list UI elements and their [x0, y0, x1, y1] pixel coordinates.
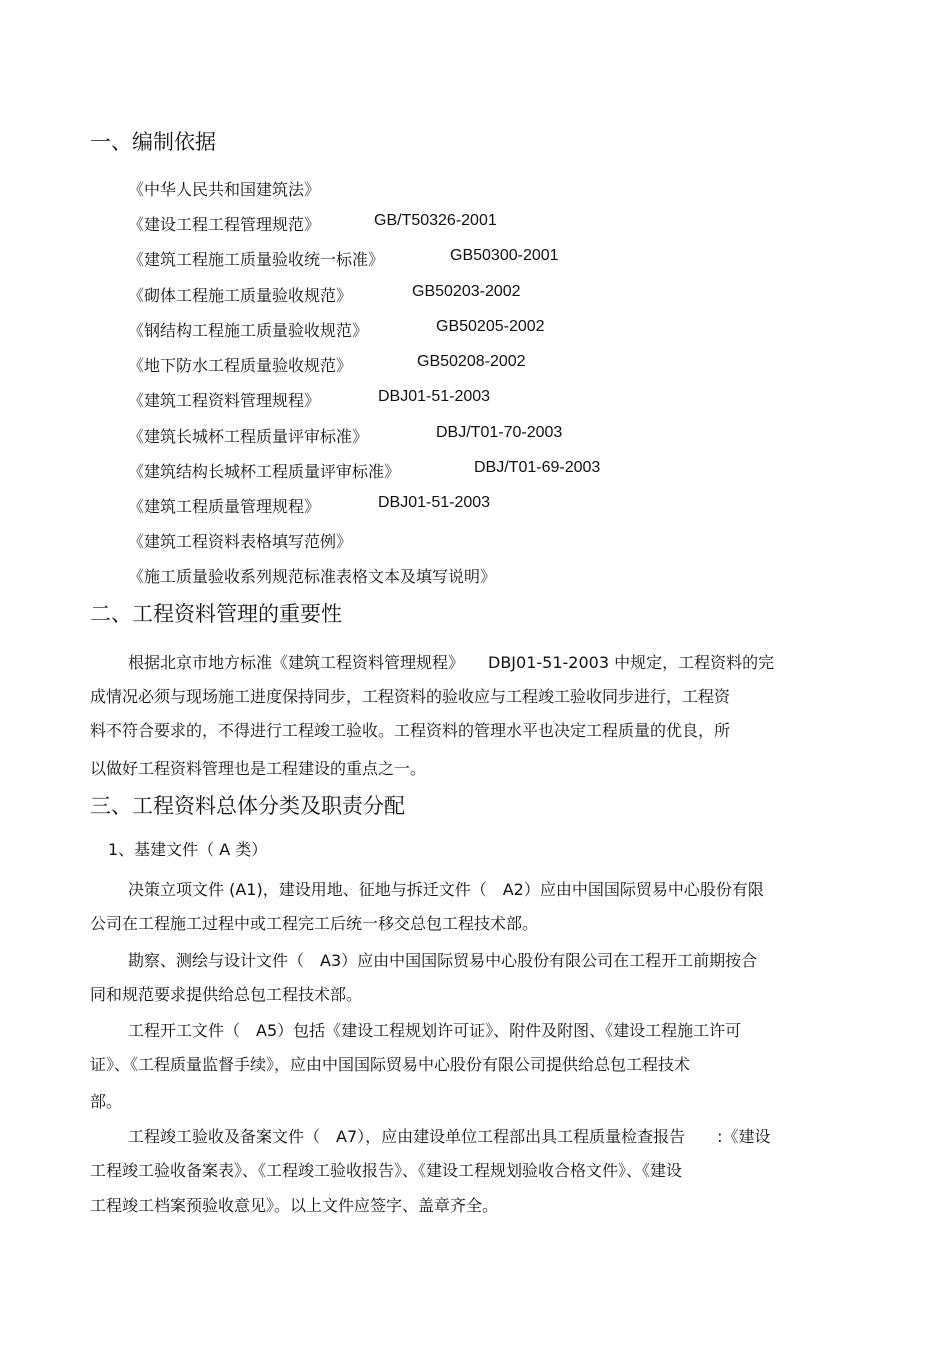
reference-title: 《建筑工程资料管理规程》	[128, 391, 321, 410]
paragraph-line: 根据北京市地方标准《建筑工程资料管理规程》 DBJ01-51-2003 中规定，工程资料的完	[128, 653, 775, 672]
reference-title: 《建筑结构长城杯工程质量评审标准》	[128, 462, 401, 481]
paragraph-line: 工程竣工档案预验收意见》。以上文件应签字、盖章齐全。	[90, 1196, 499, 1215]
reference-item	[128, 177, 320, 200]
reference-item	[128, 564, 496, 587]
paragraph-line: 公司在工程施工过程中或工程完工后统一移交总包工程技术部。	[90, 914, 539, 933]
subheading: 1、基建文件（ A 类）	[108, 840, 268, 859]
paragraph-line: 同和规范要求提供给总包工程技术部。	[90, 985, 363, 1004]
paragraph-line: 料不符合要求的，不得进行工程竣工验收。工程资料的管理水平也决定工程质量的优良，所	[90, 721, 731, 740]
paragraph-line: 以做好工程资料管理也是工程建设的重点之一。	[90, 759, 427, 778]
reference-title: 《中华人民共和国建筑法》	[128, 180, 321, 199]
section-heading-3: 三、工程资料总体分类及职责分配	[90, 794, 405, 818]
reference-item	[128, 212, 497, 235]
paragraph-line: 决策立项文件 (A1)，建设用地、征地与拆迁文件（ A2）应由中国国际贸易中心股份有限	[128, 880, 764, 899]
reference-code: DBJ01-51-2003	[378, 494, 491, 511]
reference-title: 《建筑工程质量管理规程》	[128, 497, 321, 516]
reference-title: 《建筑长城杯工程质量评审标准》	[128, 427, 369, 446]
reference-code: DBJ/T01-70-2003	[436, 424, 563, 441]
reference-item	[128, 318, 545, 341]
reference-item	[128, 494, 491, 517]
paragraph-line: 工程开工文件（ A5）包括《建设工程规划许可证》、附件及附图、《建设工程施工许可	[128, 1021, 742, 1040]
reference-title: 《建筑工程施工质量验收统一标准》	[128, 250, 385, 269]
reference-code: GB50300-2001	[450, 247, 559, 264]
reference-code: GB50203-2002	[412, 283, 521, 300]
reference-item	[128, 459, 601, 482]
reference-item	[128, 388, 491, 411]
reference-item	[128, 247, 559, 270]
section-heading-1: 一、编制依据	[90, 130, 216, 154]
reference-title: 《施工质量验收系列规范标准表格文本及填写说明》	[128, 567, 497, 586]
paragraph-line: 证》、《工程质量监督手续》，应由中国国际贸易中心股份有限公司提供给总包工程技术	[90, 1055, 691, 1074]
reference-title: 《建设工程工程管理规范》	[128, 215, 321, 234]
reference-title: 《钢结构工程施工质量验收规范》	[128, 321, 369, 340]
reference-code: GB/T50326-2001	[374, 212, 497, 229]
reference-item	[128, 283, 521, 306]
reference-code: DBJ01-51-2003	[378, 388, 491, 405]
reference-title: 《砌体工程施工质量验收规范》	[128, 286, 353, 305]
paragraph-line: 成情况必须与现场施工进度保持同步，工程资料的验收应与工程竣工验收同步进行，工程资	[90, 687, 731, 706]
reference-title: 《建筑工程资料表格填写范例》	[128, 532, 353, 551]
section-heading-2: 二、工程资料管理的重要性	[90, 602, 342, 626]
paragraph-line: 工程竣工验收备案表》、《工程竣工验收报告》、《建设工程规划验收合格文件》、《建设	[90, 1161, 683, 1180]
reference-item	[128, 353, 526, 376]
reference-title: 《地下防水工程质量验收规范》	[128, 356, 353, 375]
paragraph-line: 工程竣工验收及备案文件（ A7），应由建设单位工程部出具工程质量检查报告 :《建设	[128, 1127, 771, 1146]
reference-code: GB50208-2002	[417, 353, 526, 370]
reference-item	[128, 529, 352, 552]
reference-code: GB50205-2002	[436, 318, 545, 335]
reference-code: DBJ/T01-69-2003	[474, 459, 601, 476]
paragraph-line: 部。	[90, 1092, 123, 1111]
reference-item	[128, 424, 563, 447]
paragraph-line: 勘察、测绘与设计文件（ A3）应由中国国际贸易中心股份有限公司在工程开工前期按合	[128, 951, 758, 970]
